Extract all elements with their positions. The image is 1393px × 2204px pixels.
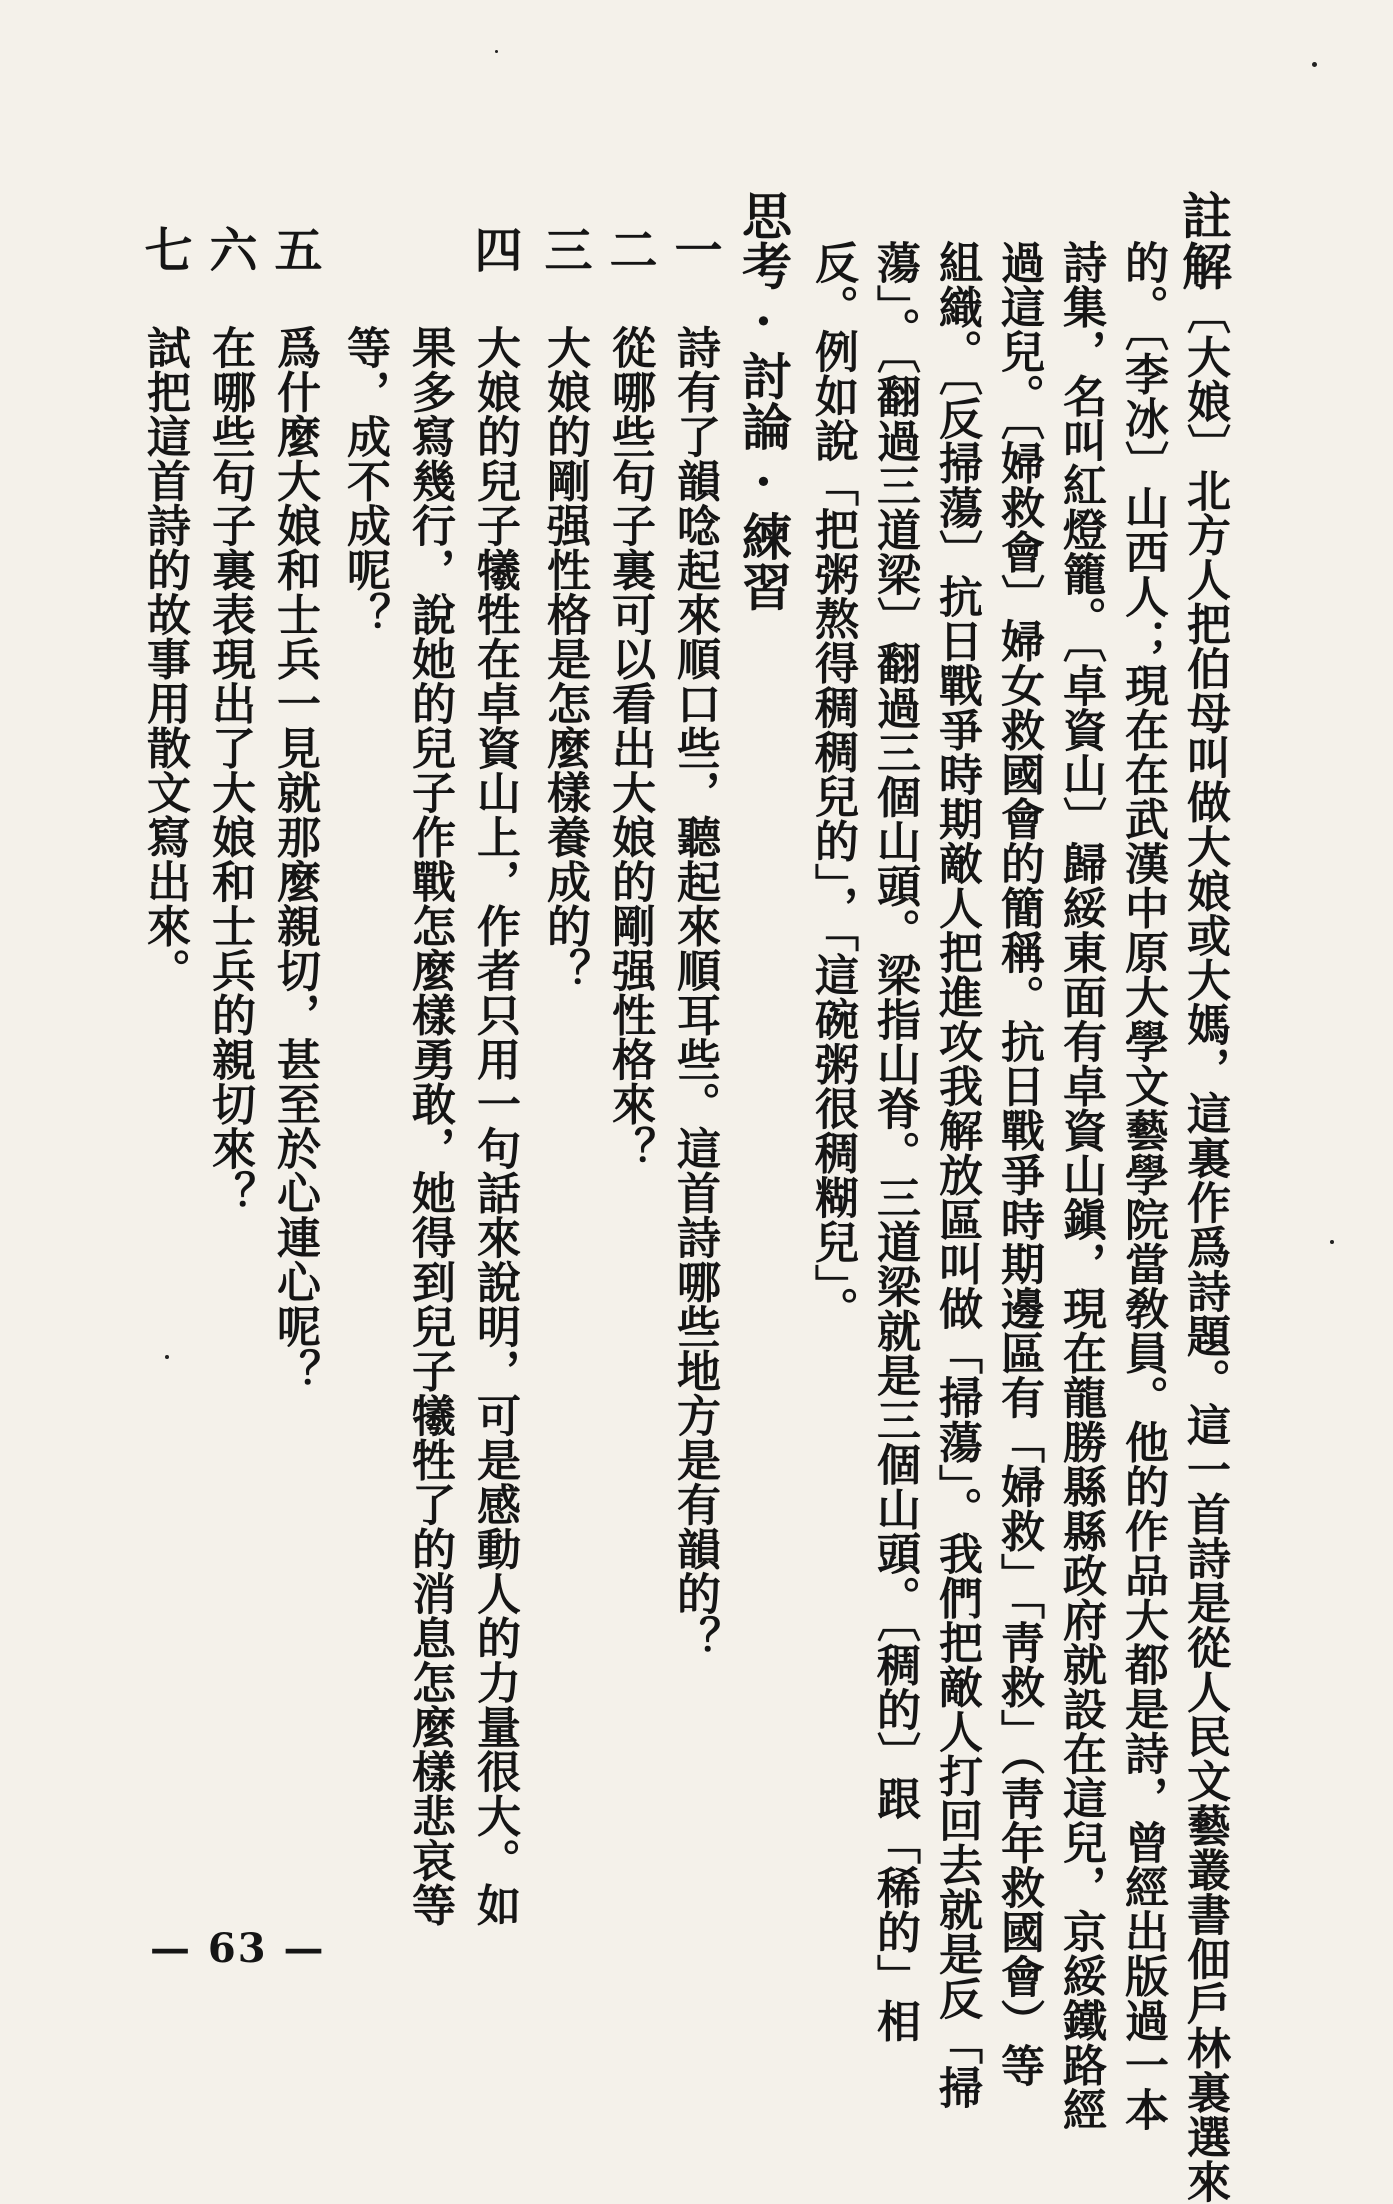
notes-heading: 註解 — [1174, 190, 1233, 291]
scan-speck — [165, 1355, 169, 1359]
exercise-5-line-1: 爲什麼大娘和士兵一見就那麼親切，甚至於心連心呢？ — [269, 325, 320, 1393]
exercise-number-5: 五 — [266, 225, 322, 274]
exercise-1-line-1: 詩有了韻唸起來順口些，聽起來順耳些。這首詩哪些地方是有韻的？ — [669, 325, 720, 1660]
exercise-number-7: 七 — [136, 225, 192, 274]
notes-line-3: 詩集，名叫紅燈籠。〔卓資山〕歸綏東面有卓資山鎭，現在龍勝縣縣政府就設在這兒，京綏鐵路經 — [1055, 240, 1106, 2132]
exercise-4-line-1: 大娘的兒子犧牲在卓資山上，作者只用一句話來說明，可是感動人的力量很大。如 — [469, 325, 520, 1927]
exercise-4-line-3: 等，成不成呢？ — [339, 325, 390, 637]
exercise-number-2: 二 — [601, 225, 657, 274]
scan-speck — [1312, 62, 1317, 67]
scan-speck — [1330, 1240, 1334, 1244]
exercise-7-line-1: 試把這首詩的故事用散文寫出來。 — [139, 325, 190, 993]
exercise-4-line-2: 果多寫幾行，說她的兒子作戰怎麼樣勇敢，她得到兒子犧牲了的消息怎麼樣悲哀等 — [404, 325, 455, 1927]
notes-line-1: 〔大娘〕北方人把伯母叫做大娘或大媽，這裏作爲詩題。這一首詩是從人民文藝叢書佃戶林裏選來 — [1179, 290, 1230, 2204]
exercise-number-6: 六 — [201, 225, 257, 274]
exercise-6-line-1: 在哪些句子裏表現出了大娘和士兵的親切來？ — [204, 325, 255, 1215]
notes-line-4: 過這兒。〔婦救會〕婦女救國會的簡稱。抗日戰爭時期邊區有「婦救」「靑救」（靑年救國會）等 — [993, 240, 1044, 2088]
page-number: — 63 — — [150, 1925, 326, 1972]
exercise-2-line-1: 從哪些句子裏可以看出大娘的剛强性格來？ — [604, 325, 655, 1171]
exercise-number-4: 四 — [466, 225, 522, 274]
notes-line-7: 反。例如說「把粥熬得稠稠兒的」，「這碗粥很稠糊兒」。 — [807, 240, 858, 1331]
exercise-3-line-1: 大娘的剛强性格是怎麼樣養成的？ — [539, 325, 590, 993]
exercise-number-1: 一 — [666, 225, 722, 274]
scan-speck — [495, 50, 498, 53]
exercises-heading: 思考·討論·練習 — [734, 190, 793, 612]
notes-line-5: 組織。〔反掃蕩〕抗日戰爭時期敵人把進攻我解放區叫做「掃蕩」。我們把敵人打回去就是反「掃 — [931, 240, 982, 2110]
exercise-number-3: 三 — [536, 225, 592, 274]
notes-line-2: 的。〔李冰〕山西人；現在在武漢中原大學文藝學院當敎員。他的作品大都是詩，曾經出版過一本 — [1117, 240, 1168, 2132]
notes-line-6: 蕩」。〔翻過三道梁〕翻過三個山頭。梁指山脊。三道梁就是三個山頭。〔稠的〕跟「稀的」相 — [869, 240, 920, 2043]
